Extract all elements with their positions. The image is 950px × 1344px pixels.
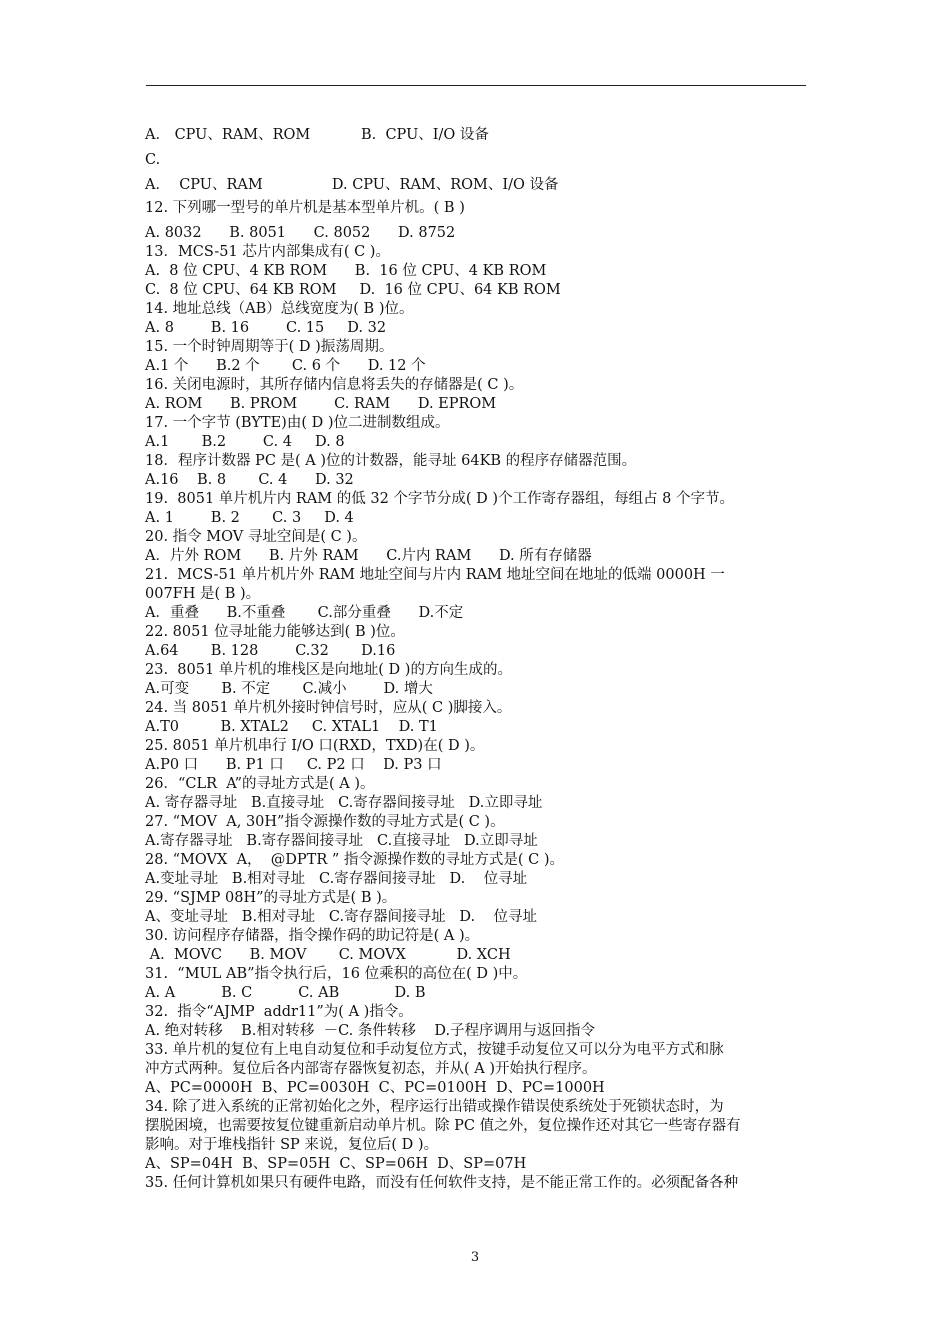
text-line: A. 1 B. 2 C. 3 D. 4: [145, 510, 354, 526]
text-line: 12. 下列哪一型号的单片机是基本型单片机。( B ): [145, 200, 465, 216]
text-line: A． CPU、RAM、ROM B. CPU、I/O 设备: [145, 127, 489, 143]
text-line: 35. 任何计算机如果只有硬件电路，而没有任何软件支持，是不能正常工作的。必须配备各种: [145, 1175, 739, 1191]
text-line: A. 8 B. 16 C. 15 D. 32: [145, 320, 387, 336]
text-line: A. 8032 B. 8051 C. 8052 D. 8752: [145, 225, 456, 241]
text-line: 32. 指令“AJMP addr11”为( A )指令。: [145, 1004, 413, 1020]
text-line: 30. 访问程序存储器，指令操作码的助记符是( A )。: [145, 928, 480, 944]
text-line: 007FH 是( B )。: [145, 586, 261, 602]
page-number: 3: [470, 1250, 480, 1265]
text-line: A. A B. C C. AB D. B: [145, 985, 426, 1001]
text-line: 28. “MOVX A， @DPTR ” 指令源操作数的寻址方式是( C )。: [145, 852, 564, 868]
text-line: 14. 地址总线（AB）总线宽度为( B )位。: [145, 301, 414, 317]
text-line: A.1 B.2 C. 4 D. 8: [145, 434, 345, 450]
text-line: 33. 单片机的复位有上电自动复位和手动复位方式，按键手动复位又可以分为电平方式和脉: [145, 1042, 724, 1058]
text-line: 冲方式两种。复位后各内部寄存器恢复初态，并从( A )开始执行程序。: [145, 1061, 597, 1077]
text-line: A． CPU、RAM D. CPU、RAM、ROM、I/O 设备: [145, 177, 559, 193]
text-line: A.1 个 B.2 个 C. 6 个 D. 12 个: [145, 358, 426, 374]
text-line: A. 8 位 CPU、4 KB ROM B. 16 位 CPU、4 KB ROM: [145, 263, 547, 279]
text-line: 26．“CLR A”的寻址方式是( A )。: [145, 776, 375, 792]
text-line: A.变址寻址 B.相对寻址 C.寄存器间接寻址 D. 位寻址: [145, 871, 528, 887]
text-line: 影响。对于堆栈指针 SP 来说，复位后( D )。: [145, 1137, 439, 1153]
text-line: A. 寄存器寻址 B.直接寻址 C.寄存器间接寻址 D.立即寻址: [145, 795, 543, 811]
text-line: 27. “MOV A, 30H”指令源操作数的寻址方式是( C )。: [145, 814, 505, 830]
text-line: A．片外 ROM B. 片外 RAM C.片内 RAM D. 所有存储器: [145, 548, 592, 564]
text-line: 25. 8051 单片机串行 I/O 口(RXD，TXD)在( D )。: [145, 738, 485, 754]
text-line: A.寄存器寻址 B.寄存器间接寻址 C.直接寻址 D.立即寻址: [145, 833, 538, 849]
text-line: 15. 一个时钟周期等于( D )振荡周期。: [145, 339, 394, 355]
text-line: 17. 一个字节 (BYTE)由( D )位二进制数组成。: [145, 415, 450, 431]
document-body: [145, 126, 807, 1193]
text-line: A、PC=0000H B、PC=0030H C、PC=0100H D、PC=1000H: [145, 1080, 605, 1096]
text-line: 23. 8051 单片机的堆栈区是向地址( D )的方向生成的。: [145, 662, 512, 678]
text-line: C.: [145, 152, 161, 168]
text-line: A、SP=04H B、SP=05H C、SP=06H D、SP=07H: [145, 1156, 527, 1172]
text-line: 19. 8051 单片机片内 RAM 的低 32 个字节分成( D )个工作寄存器组，每组占 8 个字节。: [145, 491, 735, 507]
text-line: A. ROM B. PROM C. RAM D. EPROM: [145, 396, 497, 412]
text-line: A.T0 B. XTAL2 C. XTAL1 D. T1: [145, 719, 438, 735]
text-line: 29. “SJMP 08H”的寻址方式是( B )。: [145, 890, 397, 906]
text-line: A、变址寻址 B.相对寻址 C.寄存器间接寻址 D. 位寻址: [145, 909, 538, 925]
text-line: 22. 8051 位寻址能力能够达到( B )位。: [145, 624, 405, 640]
text-line: A. 绝对转移 B.相对转移 －C. 条件转移 D.子程序调用与返回指令: [145, 1023, 596, 1039]
text-line: A. MOVC B. MOV C. MOVX D. XCH: [145, 947, 511, 963]
text-line: C. 8 位 CPU、64 KB ROM D. 16 位 CPU、64 KB ROM: [145, 282, 561, 298]
text-line: 31. “MUL AB”指令执行后，16 位乘积的高位在( D )中。: [145, 966, 528, 982]
text-line: 18．程序计数器 PC 是( A )位的计数器，能寻址 64KB 的程序存储器范围。: [145, 453, 637, 469]
text-line: 21. MCS-51 单片机片外 RAM 地址空间与片内 RAM 地址空间在地址的低端 0000H 一: [145, 567, 725, 583]
header-rule: [146, 85, 806, 86]
text-line: 20. 指令 MOV 寻址空间是( C )。: [145, 529, 367, 545]
text-line: A.可变 B. 不定 C.减小 D. 增大: [145, 681, 433, 697]
text-line: 16. 关闭电源时，其所存储内信息将丢失的存储器是( C )。: [145, 377, 524, 393]
text-line: 13．MCS-51 芯片内部集成有( C )。: [145, 244, 390, 260]
text-line: A.64 B. 128 C.32 D.16: [145, 643, 396, 659]
text-line: 摆脱困境，也需要按复位键重新启动单片机。除 PC 值之外，复位操作还对其它一些寄存器有: [145, 1118, 741, 1134]
text-line: A.P0 口 B. P1 口 C. P2 口 D. P3 口: [145, 757, 442, 773]
text-line: 24. 当 8051 单片机外接时钟信号时，应从( C )脚接入。: [145, 700, 512, 716]
text-line: A．重叠 B.不重叠 C.部分重叠 D.不定: [145, 605, 464, 621]
text-line: A.16 B. 8 C. 4 D. 32: [145, 472, 354, 488]
text-line: 34. 除了进入系统的正常初始化之外，程序运行出错或操作错误使系统处于死锁状态时，为: [145, 1099, 724, 1115]
